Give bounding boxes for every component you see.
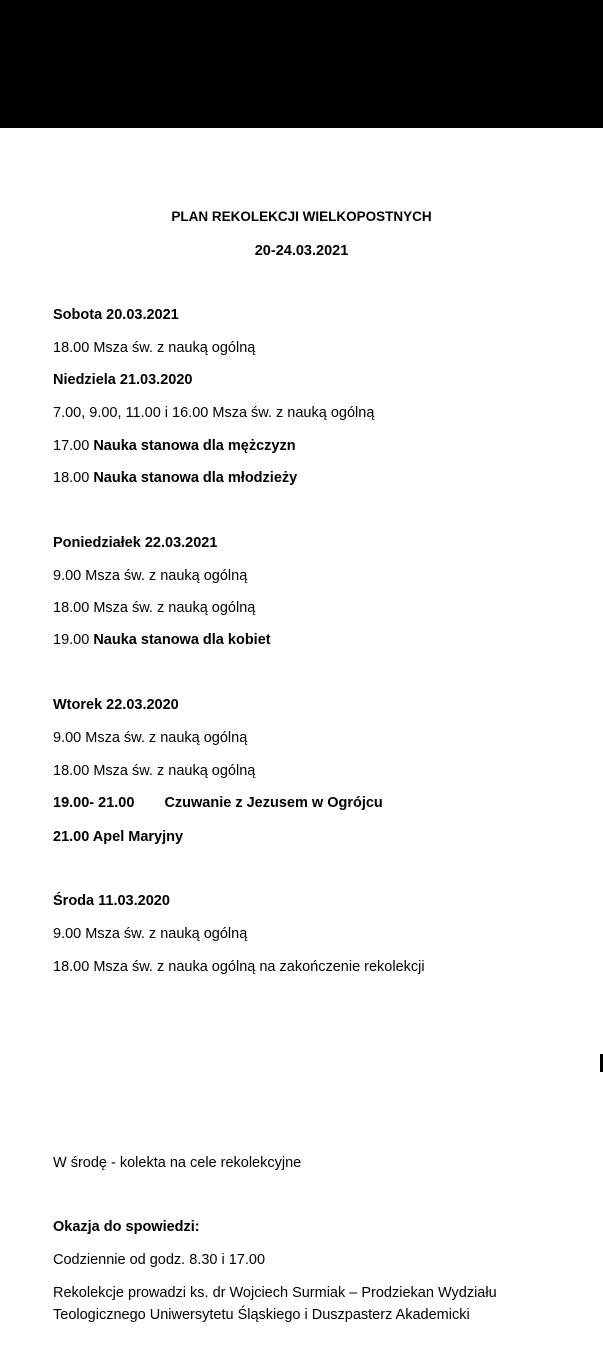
item-time: 7.00, 9.00, 11.00 i 16.00 — [53, 405, 209, 421]
item-time: 19.00 — [53, 632, 90, 648]
item-text: Nauka stanowa dla kobiet — [93, 632, 271, 648]
day-heading-monday: Poniedziałek 22.03.2021 — [53, 535, 218, 551]
item-text: Nauka stanowa dla mężczyzn — [93, 438, 296, 454]
item-time: 21.00 — [53, 829, 90, 845]
schedule-item — [53, 631, 271, 649]
item-text: Msza św. z nauką ogólną — [85, 730, 248, 746]
item-time: 18.00 — [53, 600, 90, 616]
schedule-item — [53, 469, 297, 487]
item-time: 17.00 — [53, 438, 90, 454]
schedule-item — [53, 958, 425, 976]
schedule-item — [53, 599, 255, 617]
page-title: PLAN REKOLEKCJI WIELKOPOSTNYCH — [171, 209, 432, 224]
day-heading-saturday: Sobota 20.03.2021 — [53, 307, 179, 323]
day-heading-tuesday: Wtorek 22.03.2020 — [53, 697, 179, 713]
top-black-bar — [0, 0, 603, 128]
item-time: 18.00 — [53, 470, 90, 486]
item-time: 18.00 — [53, 340, 90, 356]
item-time: 9.00 — [53, 926, 82, 942]
item-text: Msza św. z nauką ogólną — [93, 600, 256, 616]
item-text: Msza św. z nauką ogólną — [212, 405, 375, 421]
date-range: 20-24.03.2021 — [254, 243, 349, 259]
schedule-item — [53, 729, 247, 747]
item-text: Nauka stanowa dla młodzieży — [93, 470, 298, 486]
item-time: 19.00- 21.00 — [53, 795, 135, 811]
schedule-item — [53, 404, 374, 422]
item-text: Msza św. z nauką ogólną — [93, 340, 256, 356]
leader-line-1: Rekolekcje prowadzi ks. dr Wojciech Surmiak – Prodziekan Wydziału — [53, 1285, 497, 1301]
leader-line-2: Teologicznego Uniwersytetu Śląskiego i Duszpasterz Akademicki — [53, 1307, 470, 1323]
day-heading-wednesday: Środa 11.03.2020 — [53, 893, 170, 909]
schedule-item — [53, 794, 383, 812]
collection-note: W środę - kolekta na cele rekolekcyjne — [53, 1155, 302, 1171]
item-text: Czuwanie z Jezusem w Ogrójcu — [164, 795, 383, 811]
confession-hours: Codziennie od godz. 8.30 i 17.00 — [53, 1252, 266, 1268]
schedule-item — [53, 762, 255, 780]
schedule-item — [53, 828, 183, 846]
schedule-item — [53, 339, 255, 357]
schedule-item — [53, 925, 247, 943]
item-time: 9.00 — [53, 730, 82, 746]
day-heading-sunday: Niedziela 21.03.2020 — [53, 372, 193, 388]
schedule-item — [53, 437, 296, 455]
item-text: Msza św. z nauką ogólną — [93, 763, 256, 779]
item-time: 9.00 — [53, 568, 82, 584]
item-text: Apel Maryjny — [92, 829, 184, 845]
item-time: 18.00 — [53, 763, 90, 779]
confession-heading: Okazja do spowiedzi: — [53, 1219, 200, 1235]
schedule-item — [53, 567, 247, 585]
item-text: Msza św. z nauka ogólną na zakończenie rekolekcji — [93, 959, 425, 975]
item-text: Msza św. z nauką ogólną — [85, 926, 248, 942]
item-time: 18.00 — [53, 959, 90, 975]
item-text: Msza św. z nauką ogólną — [85, 568, 248, 584]
